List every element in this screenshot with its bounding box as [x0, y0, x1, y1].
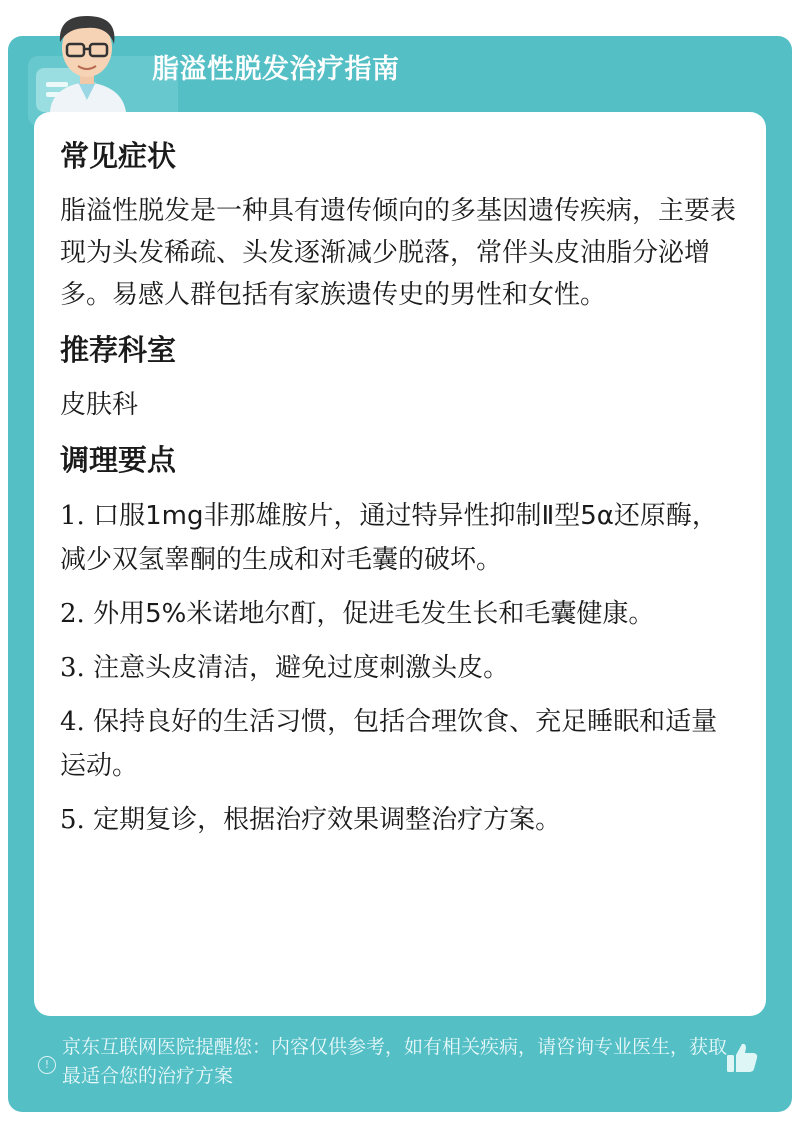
- department-title: 推荐科室: [60, 333, 177, 367]
- list-item-text: 保持良好的生活习惯，包括合理饮食、充足睡眠和适量运动。: [60, 707, 718, 781]
- footer-notice: 京东互联网医院提醒您：内容仅供参考，如有相关疾病，请咨询专业医生，获取最适合您的治疗方案: [62, 1036, 728, 1087]
- list-item-text: 定期复诊，根据治疗效果调整治疗方案。: [93, 805, 562, 835]
- symptoms-title: 常见症状: [60, 139, 177, 173]
- care-title: 调理要点: [60, 443, 177, 477]
- list-item-number: 3.: [60, 653, 85, 683]
- content-card: [34, 112, 766, 1016]
- list-item-number: 5.: [60, 805, 85, 835]
- thumbs-up-icon[interactable]: [724, 1040, 760, 1076]
- list-item: [60, 700, 740, 788]
- list-item-text: 外用5%米诺地尔酊，促进毛发生长和毛囊健康。: [93, 599, 655, 629]
- list-item-text: 口服1mg非那雄胺片，通过特异性抑制Ⅱ型5α还原酶，减少双氢睾酮的生成和对毛囊的破坏。: [60, 501, 718, 575]
- doctor-avatar-icon: [42, 8, 132, 112]
- list-item: [60, 592, 740, 636]
- list-item: [60, 646, 740, 690]
- list-item-number: 2.: [60, 599, 85, 629]
- list-item: [60, 798, 740, 842]
- department-body: 皮肤科: [60, 390, 139, 420]
- info-icon: !: [38, 1056, 56, 1074]
- symptoms-body: 脂溢性脱发是一种具有遗传倾向的多基因遗传疾病，主要表现为头发稀疏、头发逐渐减少脱落，常伴头皮油脂分泌增多。易感人群包括有家族遗传史的男性和女性。: [60, 196, 737, 310]
- page-title: 脂溢性脱发治疗指南: [152, 54, 400, 85]
- list-item-number: 4.: [60, 707, 85, 737]
- list-item: [60, 494, 740, 582]
- list-item-number: 1.: [60, 501, 85, 531]
- list-item-text: 注意头皮清洁，避免过度刺激头皮。: [93, 653, 510, 683]
